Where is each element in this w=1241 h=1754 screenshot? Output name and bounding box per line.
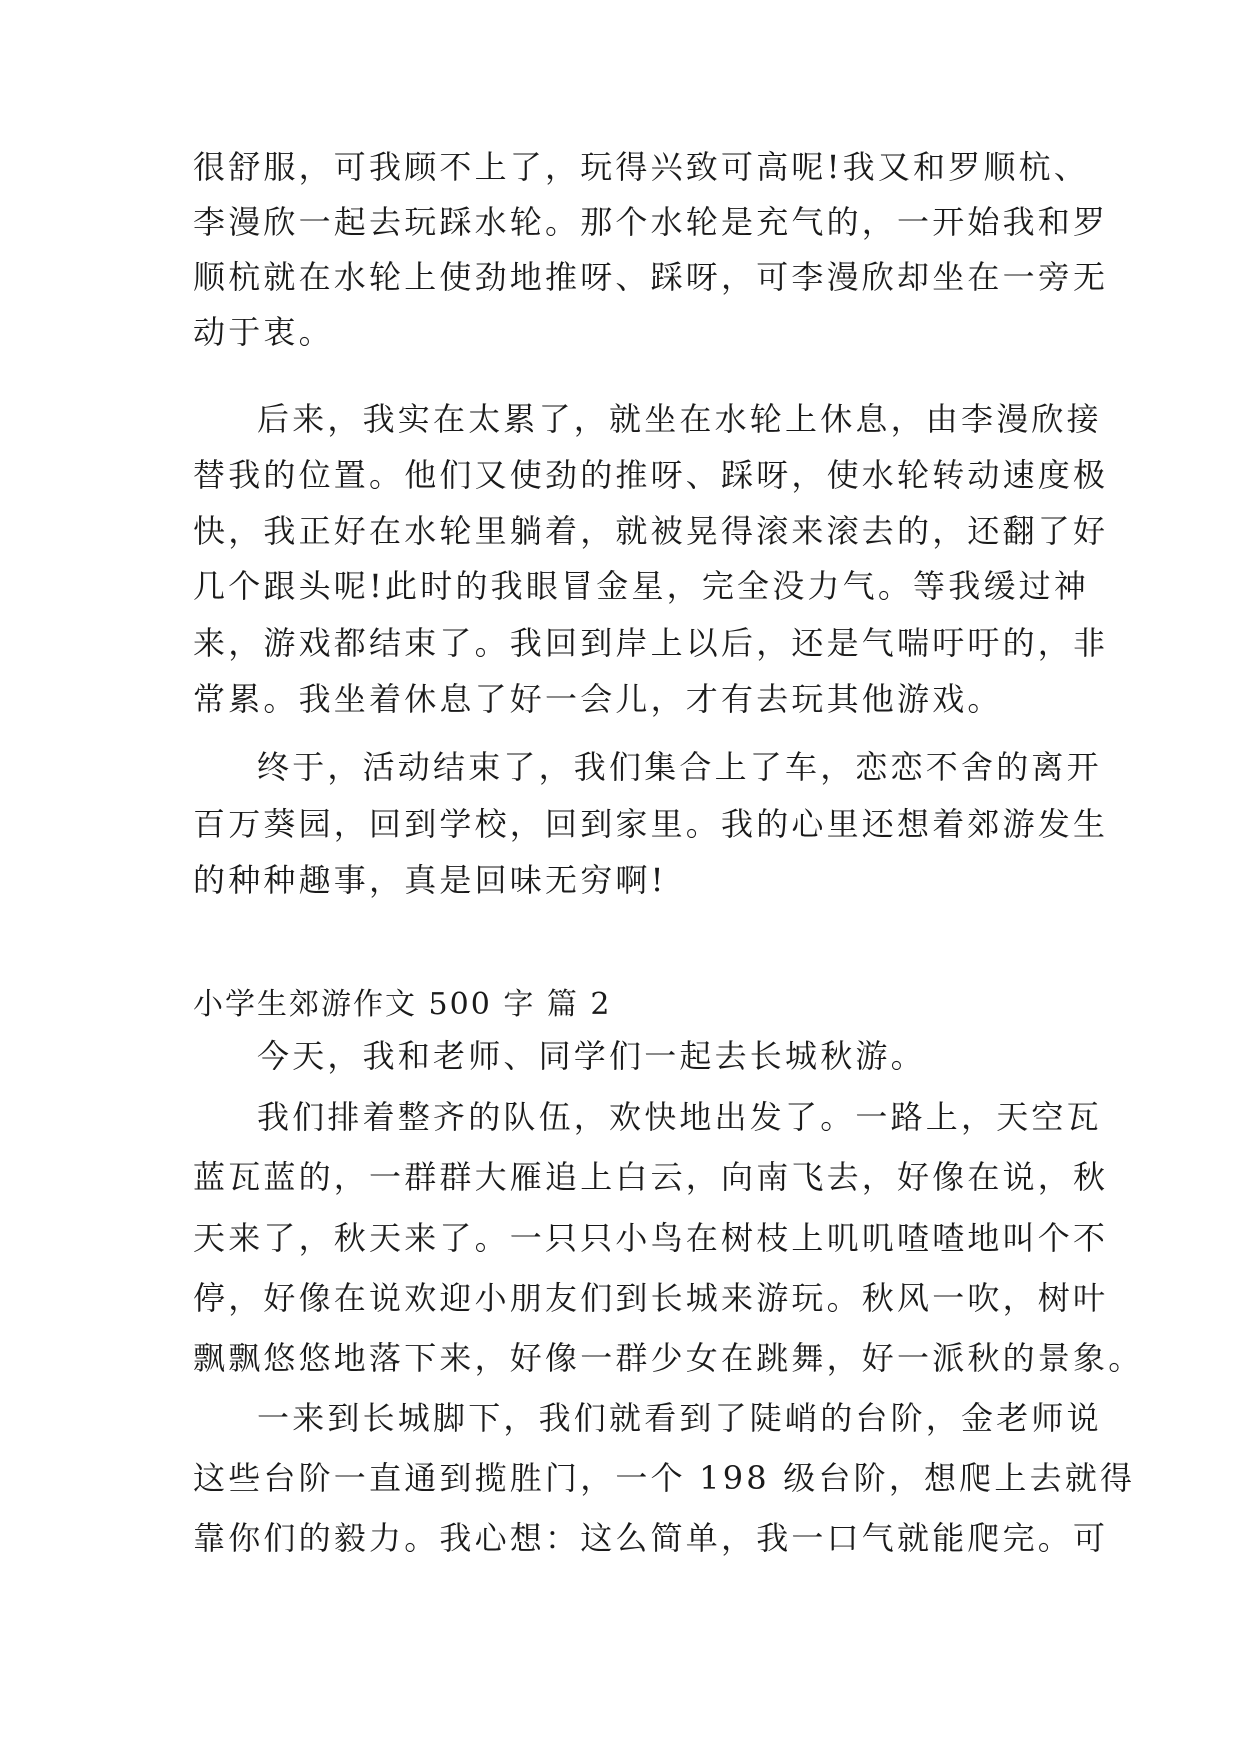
paragraph-line: 停，好像在说欢迎小朋友们到长城来游玩。秋风一吹，树叶 [193, 1279, 1109, 1317]
paragraph-line: 的种种趣事，真是回味无穷啊! [193, 861, 667, 899]
paragraph-first-line: 后来，我实在太累了，就坐在水轮上休息，由李漫欣接 [257, 400, 1102, 438]
paragraph-line: 替我的位置。他们又使劲的推呀、踩呀，使水轮转动速度极 [193, 456, 1109, 494]
paragraph-line: 天来了，秋天来了。一只只小鸟在树枝上叽叽喳喳地叫个不 [193, 1219, 1109, 1257]
paragraph-line: 李漫欣一起去玩踩水轮。那个水轮是充气的，一开始我和罗 [193, 203, 1109, 241]
paragraph-line: 顺杭就在水轮上使劲地推呀、踩呀，可李漫欣却坐在一旁无 [193, 258, 1109, 296]
paragraph-first-line: 一来到长城脚下，我们就看到了陡峭的台阶，金老师说 [257, 1399, 1102, 1437]
paragraph-line: 这些台阶一直通到揽胜门，一个 198 级台阶，想爬上去就得 [193, 1459, 1136, 1497]
paragraph-line: 常累。我坐着休息了好一会儿，才有去玩其他游戏。 [193, 680, 1003, 718]
paragraph-line: 靠你们的毅力。我心想：这么简单，我一口气就能爬完。可 [193, 1519, 1109, 1557]
section-heading: 小学生郊游作文 500 字 篇 2 [193, 987, 612, 1022]
paragraph-line: 蓝瓦蓝的，一群群大雁追上白云，向南飞去，好像在说，秋 [193, 1158, 1109, 1196]
paragraph-line: 几个跟头呢!此时的我眼冒金星，完全没力气。等我缓过神 [193, 567, 1090, 605]
paragraph-line: 很舒服，可我顾不上了，玩得兴致可高呢!我又和罗顺杭、 [193, 148, 1090, 186]
paragraph-line: 百万葵园，回到学校，回到家里。我的心里还想着郊游发生 [193, 805, 1109, 843]
paragraph-first-line: 终于，活动结束了，我们集合上了车，恋恋不舍的离开 [257, 748, 1102, 786]
paragraph-line: 快，我正好在水轮里躺着，就被晃得滚来滚去的，还翻了好 [193, 512, 1109, 550]
paragraph-line: 来，游戏都结束了。我回到岸上以后，还是气喘吁吁的，非 [193, 624, 1109, 662]
paragraph-first-line: 今天，我和老师、同学们一起去长城秋游。 [257, 1037, 926, 1075]
paragraph-first-line: 我们排着整齐的队伍，欢快地出发了。一路上，天空瓦 [257, 1098, 1102, 1136]
paragraph-line: 飘飘悠悠地落下来，好像一群少女在跳舞，好一派秋的景象。 [193, 1339, 1144, 1377]
paragraph-line: 动于衷。 [193, 313, 334, 351]
